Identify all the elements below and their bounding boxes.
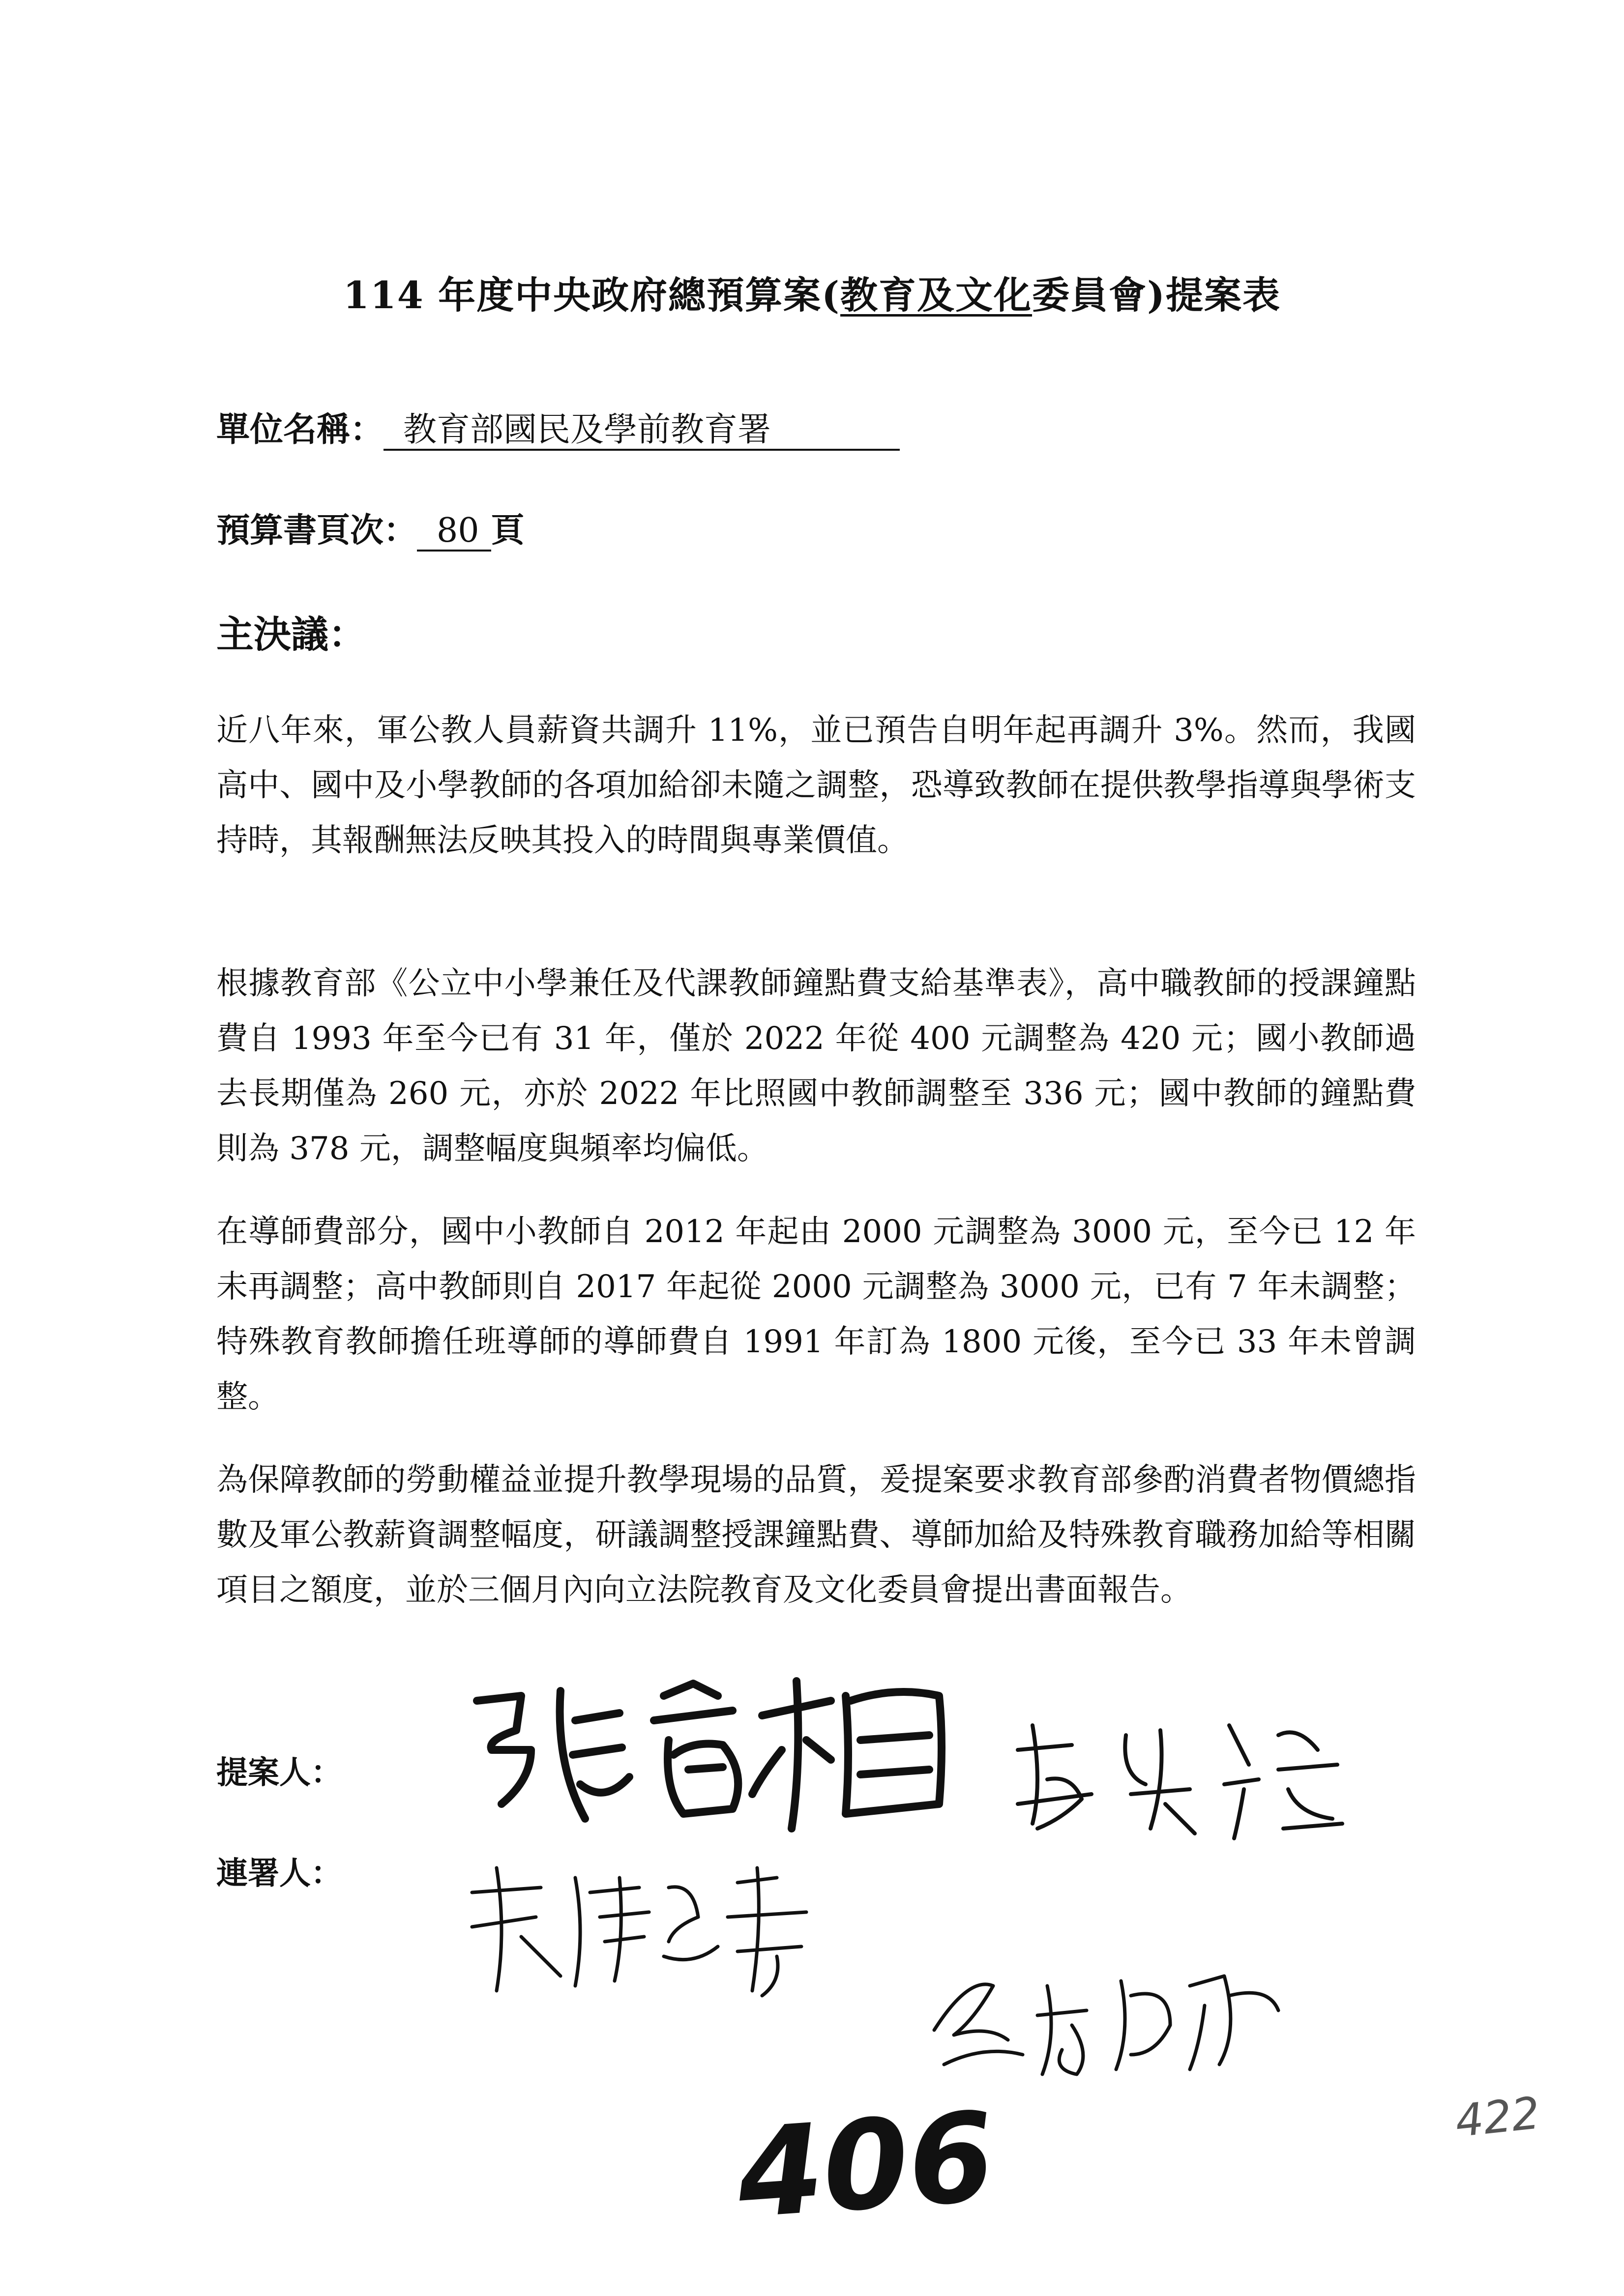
budget-page-row xyxy=(216,504,525,552)
proposer-label: 提案人： xyxy=(216,1754,342,1791)
unit-label: 單位名稱： xyxy=(216,410,384,449)
handwritten-page-number: 406 xyxy=(733,2085,999,2246)
unit-value: 教育部國民及學前教育署 xyxy=(384,412,900,451)
handwritten-corner-number: 422 xyxy=(1452,2087,1542,2148)
resolution-paragraph-2: 根據教育部《公立中小學兼任及代課教師鐘點費支給基準表》，高中職教師的授課鐘點費自 1993 年至今已有 31 年，僅於 2022 年從 400 元調整為 420 元；國小教師過去長期僅為 260 元，亦於 2022 年比照國中教師調整至 336 元；國中教師的鐘點費則為 378 元，調整幅度與頻率均偏低。 xyxy=(216,965,1416,1167)
title-prefix: 114 年度中央政府總預算案( xyxy=(343,273,841,317)
budget-page-unit: 頁 xyxy=(491,511,525,550)
co-proposer-signature xyxy=(1003,1706,1357,1853)
page-title xyxy=(0,265,1624,319)
proposer-signature xyxy=(457,1666,959,1843)
budget-page-label: 預算書頁次： xyxy=(216,511,417,550)
unit-row xyxy=(216,403,900,451)
cosigner-label: 連署人： xyxy=(216,1855,342,1892)
budget-page-value: 80 xyxy=(417,513,491,552)
resolution-heading: 主決議： xyxy=(216,612,366,656)
title-suffix: 委員會)提案表 xyxy=(1032,273,1281,317)
cosigner-signature-2 xyxy=(924,1956,1298,2084)
resolution-paragraph-1: 近八年來，軍公教人員薪資共調升 11%，並已預告自明年起再調升 3%。然而，我國高中、國中及小學教師的各項加給卻未隨之調整，恐導致教師在提供教學指導與學術支持時，其報酬無法反映其投入的時間與專業價值。 xyxy=(216,712,1416,859)
resolution-paragraph-4: 為保障教師的勞動權益並提升教學現場的品質，爰提案要求教育部參酌消費者物價總指數及軍公教薪資調整幅度，研議調整授課鐘點費、導師加給及特殊教育職務加給等相關項目之額度，並於三個月內向立法院教育及文化委員會提出書面報告。 xyxy=(216,1462,1416,1608)
resolution-paragraph-3: 在導師費部分，國中小教師自 2012 年起由 2000 元調整為 3000 元，至今已 12 年未再調整；高中教師則自 2017 年起從 2000 元調整為 3000 元，已有 7 年未調整；特殊教育教師擔任班導師的導師費自 1991 年訂為 1800 元後，至今已 33 年未曾調整。 xyxy=(216,1214,1416,1415)
title-committee: 教育及文化 xyxy=(840,273,1033,317)
cosigner-signature-1 xyxy=(462,1858,846,2005)
